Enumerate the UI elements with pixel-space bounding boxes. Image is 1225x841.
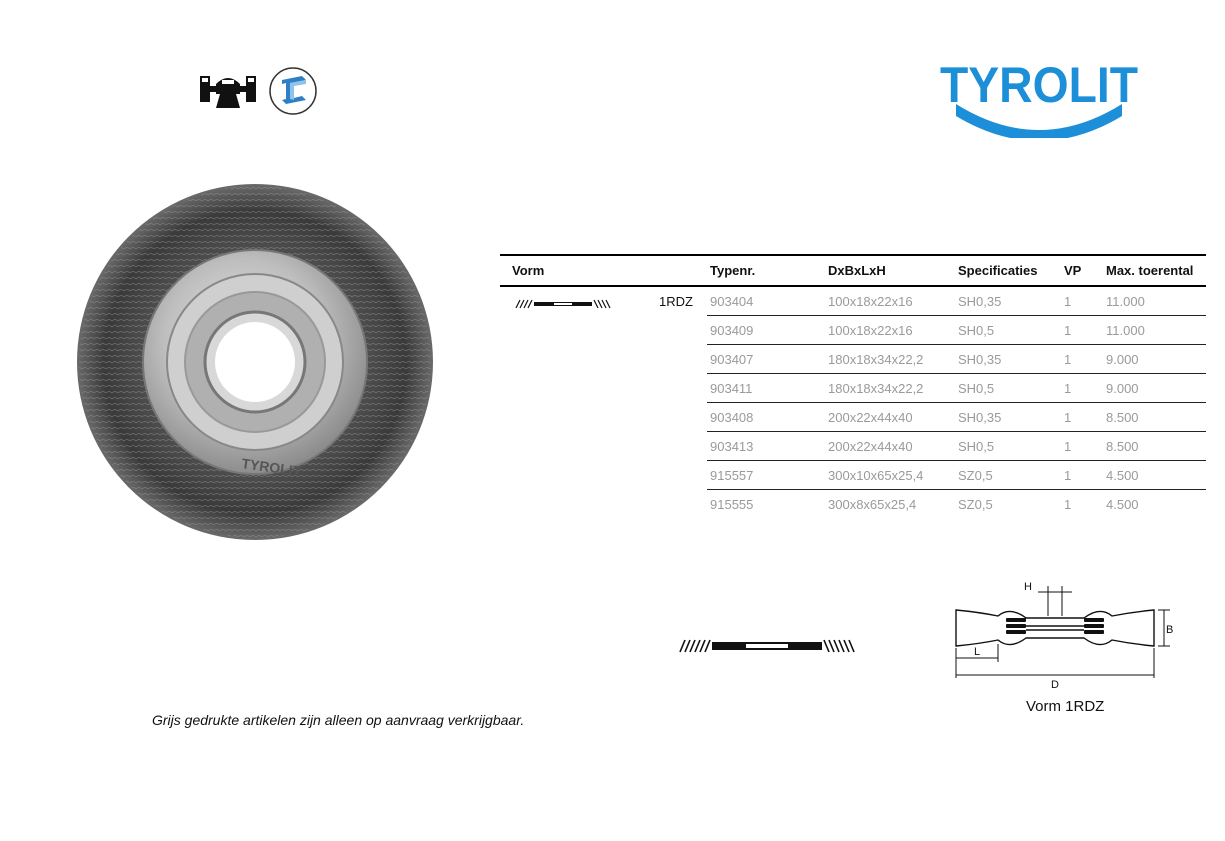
form-cell bbox=[500, 403, 707, 432]
cell-vp: 1 bbox=[1061, 345, 1103, 374]
table-row bbox=[500, 403, 1206, 432]
photo-brand-text: TYROLIT bbox=[240, 455, 303, 480]
cell-typenr: 903408 bbox=[707, 403, 825, 432]
cell-max: 8.500 bbox=[1103, 403, 1206, 432]
wire-brush-photo bbox=[76, 180, 434, 544]
product-table bbox=[500, 254, 1206, 518]
form-cell bbox=[500, 374, 707, 403]
cell-vp: 1 bbox=[1061, 374, 1103, 403]
form-code: 1RDZ bbox=[659, 293, 693, 309]
diagram-label-b: B bbox=[1166, 624, 1174, 636]
cell-typenr: 903413 bbox=[707, 432, 825, 461]
cell-spec: SH0,35 bbox=[955, 286, 1061, 316]
form-cell bbox=[500, 432, 707, 461]
cell-spec: SH0,5 bbox=[955, 374, 1061, 403]
cell-typenr: 903409 bbox=[707, 316, 825, 345]
cell-typenr: 903411 bbox=[707, 374, 825, 403]
cell-vp: 1 bbox=[1061, 461, 1103, 490]
header-vp: VP bbox=[1061, 255, 1103, 286]
form-cell bbox=[500, 461, 707, 490]
cell-max: 4.500 bbox=[1103, 461, 1206, 490]
cell-dim: 180x18x34x22,2 bbox=[825, 345, 955, 374]
cell-vp: 1 bbox=[1061, 432, 1103, 461]
cell-spec: SH0,35 bbox=[955, 403, 1061, 432]
cell-max: 11.000 bbox=[1103, 286, 1206, 316]
table-row bbox=[500, 432, 1206, 461]
table-row bbox=[500, 374, 1206, 403]
cell-typenr: 903404 bbox=[707, 286, 825, 316]
cell-spec: SZ0,5 bbox=[955, 461, 1061, 490]
steel-beam-icon bbox=[268, 66, 318, 116]
header-vorm: Vorm bbox=[500, 255, 707, 286]
cell-spec: SH0,5 bbox=[955, 316, 1061, 345]
form-profile-large-icon bbox=[678, 637, 858, 655]
table-row bbox=[500, 316, 1206, 345]
availability-note: Grijs gedrukte artikelen zijn alleen op aanvraag verkrijgbaar. bbox=[152, 712, 525, 728]
diagram-caption: Vorm 1RDZ bbox=[1026, 698, 1105, 715]
cell-typenr: 915555 bbox=[710, 496, 754, 512]
form-profile-icon bbox=[514, 298, 612, 310]
cell-max: 8.500 bbox=[1103, 432, 1206, 461]
cell-typenr: 903407 bbox=[707, 345, 825, 374]
header-dim: DxBxLxH bbox=[825, 255, 955, 286]
form-1rdz-diagram bbox=[948, 578, 1174, 696]
table-row bbox=[500, 461, 1206, 490]
cell-spec: SZ0,5 bbox=[958, 496, 993, 512]
form-cell bbox=[500, 316, 707, 345]
cell-dim: 180x18x34x22,2 bbox=[825, 374, 955, 403]
cell-vp: 1 bbox=[1061, 403, 1103, 432]
header-max: Max. toerental bbox=[1103, 255, 1206, 286]
form-cell bbox=[500, 345, 707, 374]
form-cell bbox=[500, 490, 707, 519]
cell-typenr: 915557 bbox=[707, 461, 825, 490]
cell-dim: 200x22x44x40 bbox=[825, 432, 955, 461]
cell-spec: SH0,5 bbox=[955, 432, 1061, 461]
cell-dim: 200x22x44x40 bbox=[825, 403, 955, 432]
table-row bbox=[500, 345, 1206, 374]
cell-max: 9.000 bbox=[1103, 374, 1206, 403]
cell-spec: SH0,35 bbox=[955, 345, 1061, 374]
cell-vp: 1 bbox=[1064, 496, 1072, 512]
header-typenr: Typenr. bbox=[707, 255, 825, 286]
logo-text: TYROLIT bbox=[940, 58, 1138, 113]
cell-dim: 100x18x22x16 bbox=[825, 286, 955, 316]
cell-max: 4.500 bbox=[1106, 496, 1139, 512]
cell-max: 11.000 bbox=[1103, 316, 1206, 345]
tyrolit-logo bbox=[936, 58, 1142, 138]
table-row bbox=[500, 490, 1206, 519]
cell-vp: 1 bbox=[1061, 286, 1103, 316]
header-spec: Specificaties bbox=[955, 255, 1061, 286]
table-header-row bbox=[500, 255, 1206, 286]
cell-dim: 300x10x65x25,4 bbox=[825, 461, 955, 490]
cell-dim: 100x18x22x16 bbox=[825, 316, 955, 345]
cell-max: 9.000 bbox=[1103, 345, 1206, 374]
diagram-label-l: L bbox=[974, 646, 981, 658]
cell-dim: 300x8x65x25,4 bbox=[828, 496, 917, 512]
diagram-label-d: D bbox=[1051, 679, 1059, 691]
diagram-label-h: H bbox=[1024, 581, 1032, 593]
cell-vp: 1 bbox=[1061, 316, 1103, 345]
bench-grinder-icon bbox=[200, 70, 256, 110]
